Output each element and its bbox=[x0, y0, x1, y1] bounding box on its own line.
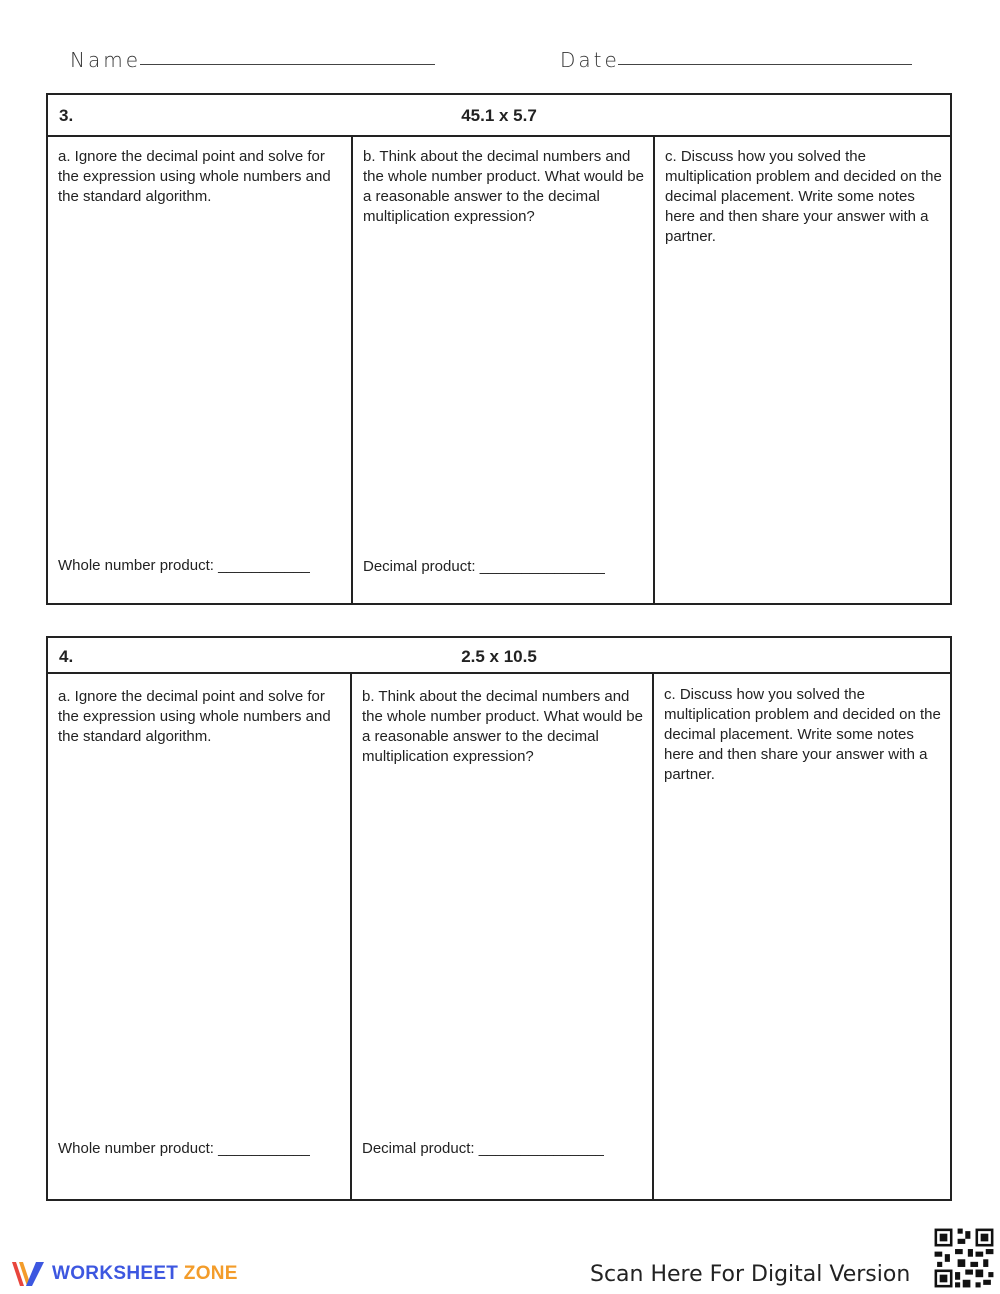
problem-4-header bbox=[48, 638, 950, 674]
problem-3-box bbox=[46, 93, 952, 605]
column-a-instructions: a. Ignore the decimal point and solve for the expression using whole numbers and the standard algorithm. bbox=[58, 148, 331, 205]
qr-code-icon[interactable] bbox=[932, 1226, 996, 1290]
name-line[interactable] bbox=[140, 64, 435, 65]
problem-4-columns bbox=[48, 674, 950, 1199]
column-a[interactable] bbox=[48, 137, 351, 603]
decimal-product-label: Decimal product: _______________ bbox=[362, 1140, 604, 1157]
problem-expression: 45.1 x 5.7 bbox=[461, 106, 537, 125]
scan-caption: Scan Here For Digital Version bbox=[590, 1262, 911, 1287]
column-b-instructions: b. Think about the decimal numbers and the whole number product. What would be a reasonable answer to the decimal multiplication expression? bbox=[363, 148, 644, 225]
problem-3-header bbox=[48, 95, 950, 137]
date-label: Date bbox=[560, 48, 620, 72]
brand-name bbox=[52, 1263, 238, 1285]
worksheetzone-logo-icon bbox=[10, 1258, 50, 1290]
column-a[interactable] bbox=[48, 674, 350, 1199]
column-c-instructions: c. Discuss how you solved the multiplication problem and decided on the decimal placement. Write some notes here and then share your answer with a partner. bbox=[664, 686, 941, 783]
column-c[interactable] bbox=[652, 674, 950, 1199]
problem-4-box bbox=[46, 636, 952, 1201]
column-b-instructions: b. Think about the decimal numbers and the whole number product. What would be a reasonable answer to the decimal multiplication expression? bbox=[362, 688, 643, 765]
column-c[interactable] bbox=[653, 137, 950, 603]
column-b[interactable] bbox=[351, 137, 653, 603]
brand-name-part1: WORKSHEET bbox=[52, 1263, 179, 1284]
whole-number-product-label: Whole number product: ___________ bbox=[58, 557, 310, 574]
column-a-instructions: a. Ignore the decimal point and solve for the expression using whole numbers and the standard algorithm. bbox=[58, 688, 331, 745]
column-c-instructions: c. Discuss how you solved the multiplication problem and decided on the decimal placement. Write some notes here and then share your answer with a partner. bbox=[665, 148, 942, 245]
decimal-product-label: Decimal product: _______________ bbox=[363, 558, 605, 575]
column-b[interactable] bbox=[350, 674, 652, 1199]
problem-number: 3. bbox=[59, 106, 74, 125]
problem-number: 4. bbox=[59, 647, 74, 666]
problem-expression: 2.5 x 10.5 bbox=[461, 647, 537, 666]
problem-3-columns bbox=[48, 137, 950, 603]
name-label: Name bbox=[70, 48, 142, 72]
brand-name-part2: ZONE bbox=[183, 1263, 238, 1284]
whole-number-product-label: Whole number product: ___________ bbox=[58, 1140, 310, 1157]
date-line[interactable] bbox=[618, 64, 912, 65]
